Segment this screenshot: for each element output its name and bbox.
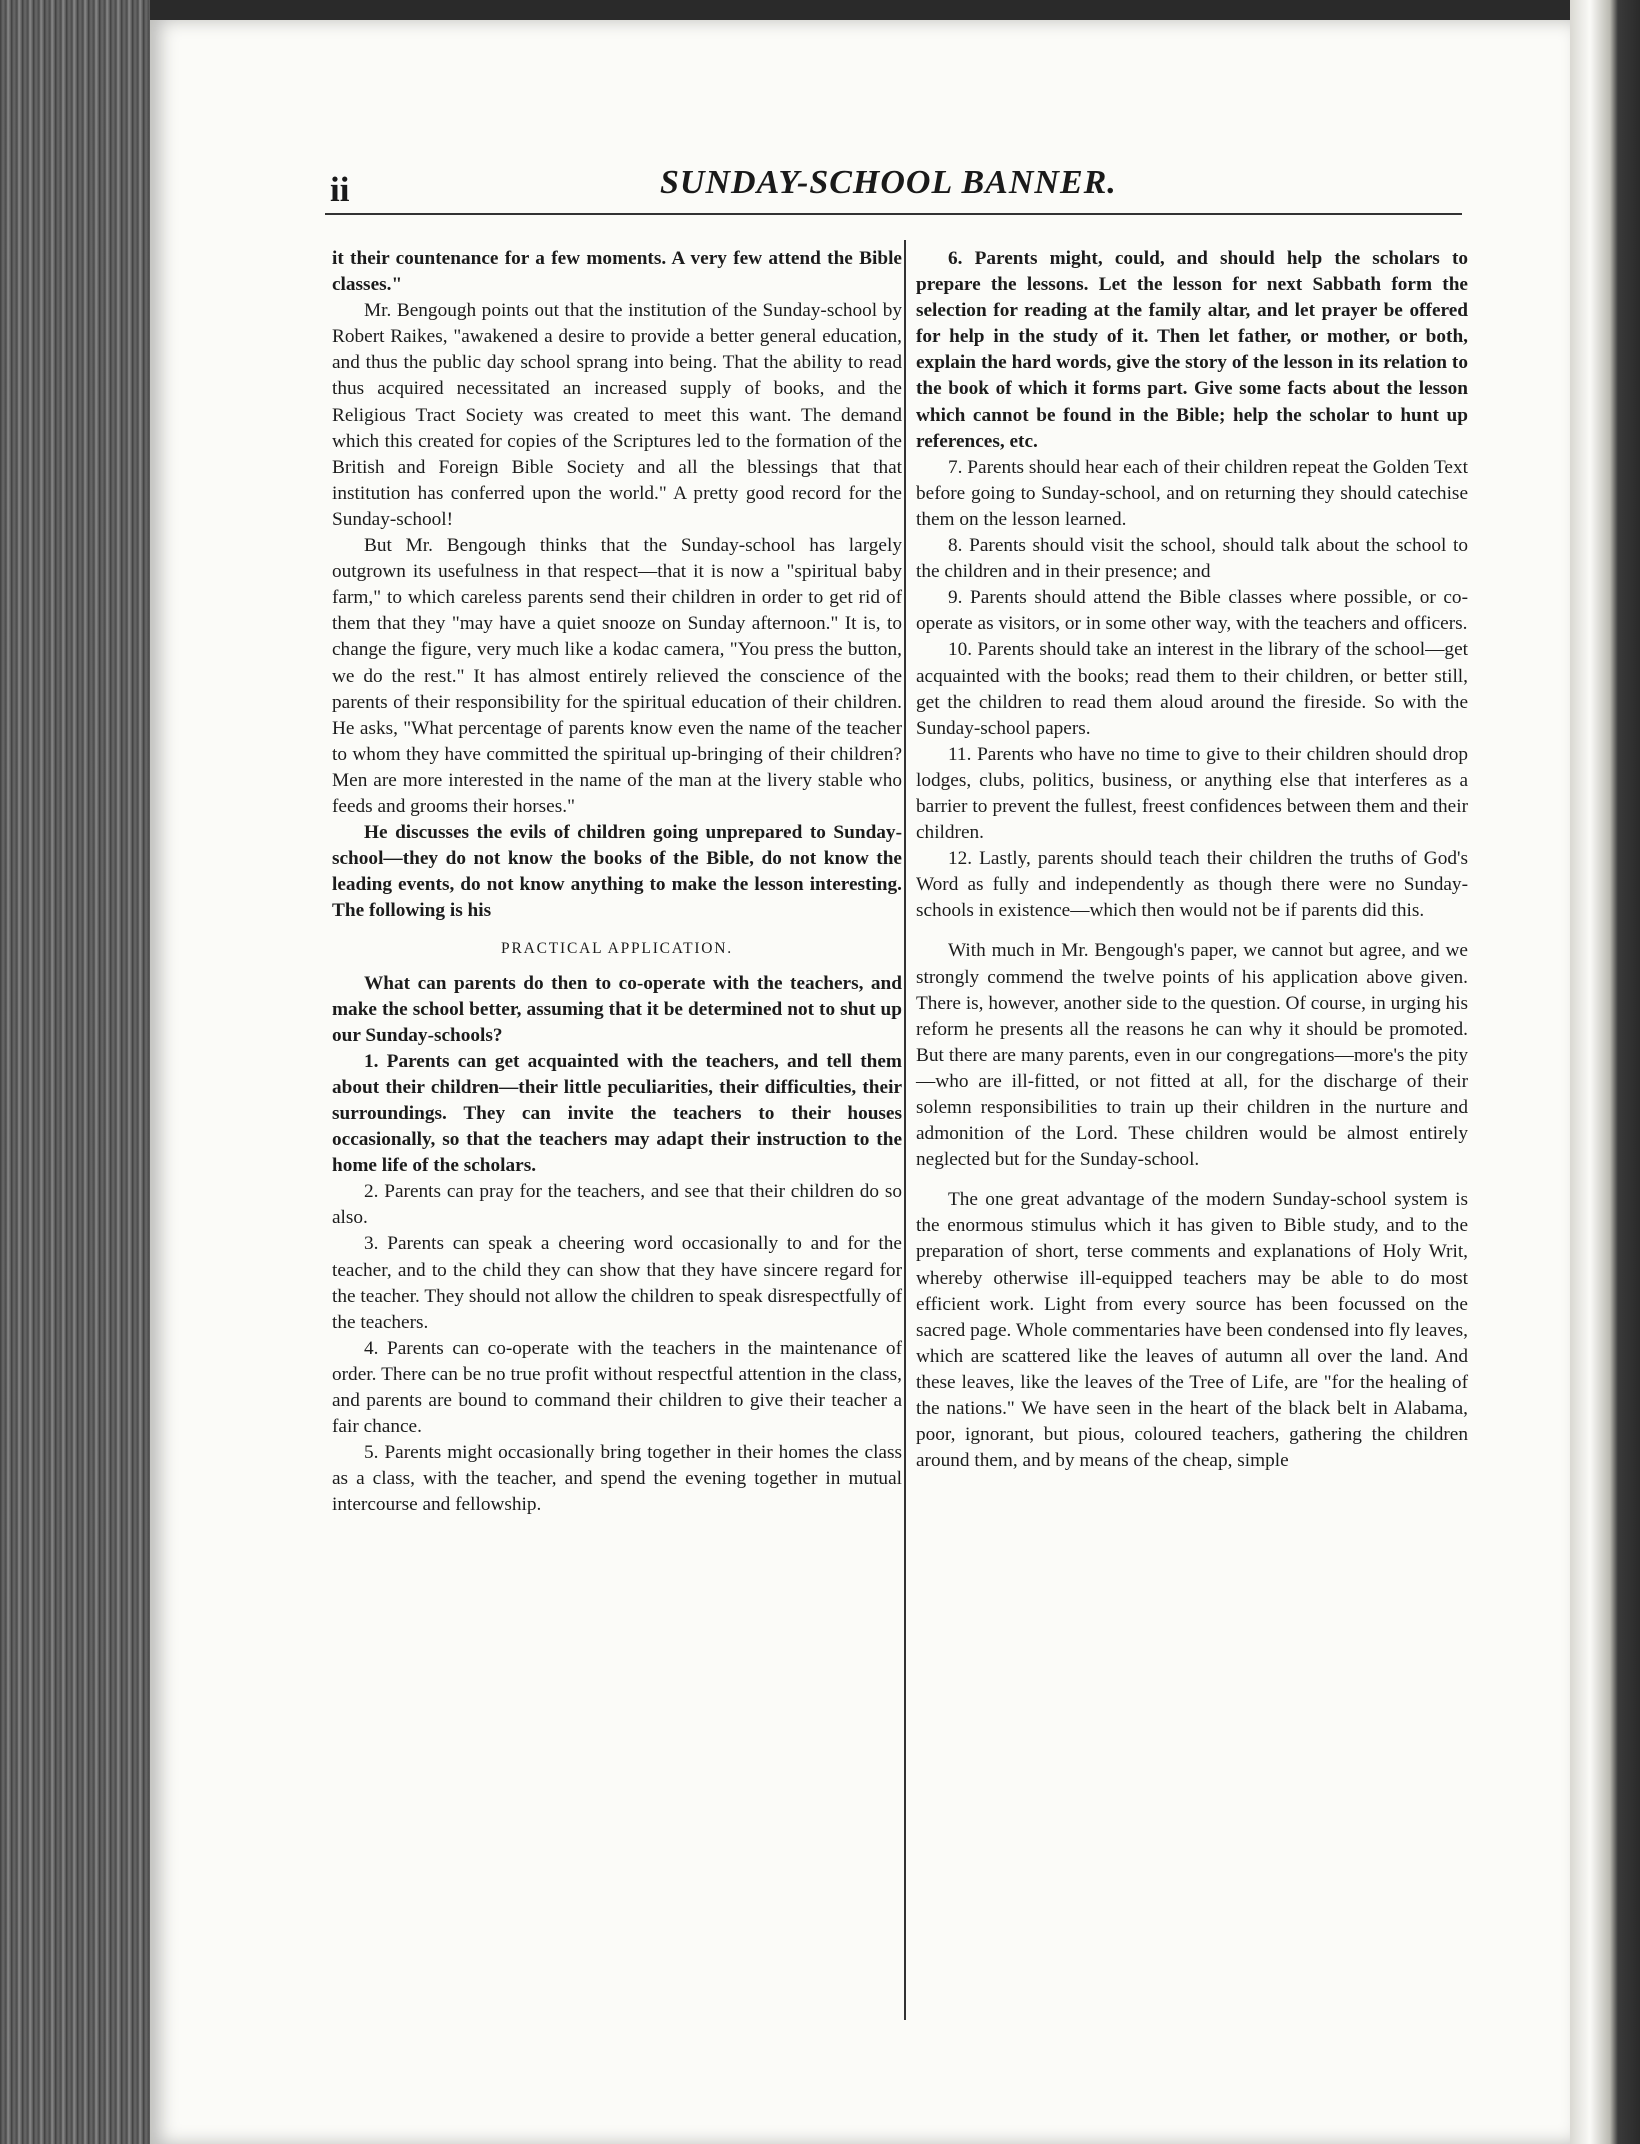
paragraph: With much in Mr. Bengough's paper, we cannot but agree, and we strongly commend the twelve points of his application above given. There is, however, another side to the question. Of course, in urging his reform he presents all the reasons he can why it should be promoted. But there are many parents, even in our congregations—more's the pity—who are ill-fitted, or not fitted at all, for the discharge of their solemn responsibilities to train up their children in the nurture and admonition of the Lord. These children would be almost entirely neglected but for the Sunday-school.	[916, 940, 1468, 1171]
running-title: SUNDAY-SCHOOL BANNER.	[660, 164, 1117, 201]
page-number: ii	[330, 170, 350, 209]
section-heading: PRACTICAL APPLICATION.	[501, 940, 733, 958]
left-column	[332, 246, 902, 1519]
list-item: 9. Parents should attend the Bible classes where possible, or co-operate as visitors, or in some other way, with the teachers and officers.	[916, 587, 1468, 635]
paragraph: What can parents do then to co-operate with the teachers, and make the school better, assuming that it be determined not to shut up our Sunday-schools?	[332, 972, 902, 1046]
column-divider	[904, 240, 906, 2020]
next-page-edge	[1570, 0, 1640, 2144]
list-item: 2. Parents can pray for the teachers, and see that their children do so also.	[332, 1181, 902, 1229]
list-item: 5. Parents might occasionally bring together in their homes the class as a class, with the teacher, and spend the evening together in mutual intercourse and fellowship.	[332, 1442, 902, 1516]
list-item: 6. Parents might, could, and should help the scholars to prepare the lessons. Let the lesson for next Sabbath form the selection for reading at the family altar, and let prayer be offered for help in the study of it. Then let father, or mother, or both, explain the hard words, give the story of the lesson in its relation to the book of which it forms part. Give some facts about the lesson which cannot be found in the Bible; help the scholar to hunt up references, etc.	[916, 248, 1468, 452]
paragraph: Mr. Bengough points out that the institution of the Sunday-school by Robert Raikes, "awakened a desire to provide a better general education, and thus the public day school sprang into being. That the ability to read thus acquired necessitated an increased supply of books, and the Religious Tract Society was created to meet this want. The demand which this created for copies of the Scriptures led to the formation of the British and Foreign Bible Society and all the blessings that that institution has conferred upon the world." A pretty good record for the Sunday-school!	[332, 300, 902, 530]
scan-top-border	[0, 0, 1640, 20]
paragraph: The one great advantage of the modern Sunday-school system is the enormous stimulus which it has given to Bible study, and to the preparation of short, terse comments and explanations of Holy Writ, whereby otherwise ill-equipped teachers may be able to do most efficient work. Light from every source has been focussed on the sacred page. Whole commentaries have been condensed into fly leaves, which are scattered like the leaves of autumn all over the land. And these leaves, like the leaves of the Tree of Life, are "for the healing of the nations." We have seen in the heart of the black belt in Alabama, poor, ignorant, but pious, coloured teachers, gathering the children around them, and by means of the cheap, simple	[916, 1189, 1468, 1472]
right-column	[916, 246, 1468, 1474]
list-item: 3. Parents can speak a cheering word occasionally to and for the teacher, and to the child they can show that they have sincere regard for the teacher. They should not allow the children to speak disrespectfully of the teachers.	[332, 1233, 902, 1333]
paragraph: it their countenance for a few moments. A very few attend the Bible classes."	[332, 248, 902, 296]
list-item: 12. Lastly, parents should teach their children the truths of God's Word as fully and independently as though there were no Sunday-schools in existence—which then would not be if parents did this.	[916, 848, 1468, 922]
paragraph: But Mr. Bengough thinks that the Sunday-school has largely outgrown its usefulness in that respect—that it is now a "spiritual baby farm," to which careless parents send their children in order to get rid of them that they "may have a quiet snooze on Sunday afternoon." It is, to change the figure, very much like a kodac camera, "You press the button, we do the rest." It has almost entirely relieved the conscience of the parents of their responsibility for the spiritual education of their children. He asks, "What percentage of parents know even the name of the teacher to whom they have committed the spiritual up-bringing of their children? Men are more interested in the name of the man at the livery stable who feeds and grooms their horses."	[332, 535, 902, 817]
paragraph: He discusses the evils of children going unprepared to Sunday-school—they do not know the books of the Bible, do not know the leading events, do not know anything to make the lesson interesting. The following is his	[332, 822, 902, 922]
list-item: 4. Parents can co-operate with the teachers in the maintenance of order. There can be no true profit without respectful attention in the class, and parents are bound to command their children to give their teacher a fair chance.	[332, 1337, 902, 1438]
list-item: 11. Parents who have no time to give to their children should drop lodges, clubs, politics, business, or anything else that interferes as a barrier to prevent the fullest, freest confidences between them and their children.	[916, 743, 1468, 844]
list-item: 7. Parents should hear each of their children repeat the Golden Text before going to Sunday-school, and on returning they should catechise them on the lesson learned.	[916, 456, 1468, 530]
list-item: 1. Parents can get acquainted with the teachers, and tell them about their children—their little peculiarities, their difficulties, their surroundings. They can invite the teachers to their houses occasionally, so that the teachers may adapt their instruction to the home life of the scholars.	[332, 1050, 902, 1177]
list-item: 8. Parents should visit the school, should talk about the school to the children and in their presence; and	[916, 535, 1468, 583]
book-spine-edge	[0, 0, 150, 2144]
header-rule	[325, 213, 1462, 215]
list-item: 10. Parents should take an interest in the library of the school—get acquainted with the books; read them to their children, or better still, get the children to read them aloud around the fireside. So with the Sunday-school papers.	[916, 639, 1468, 739]
